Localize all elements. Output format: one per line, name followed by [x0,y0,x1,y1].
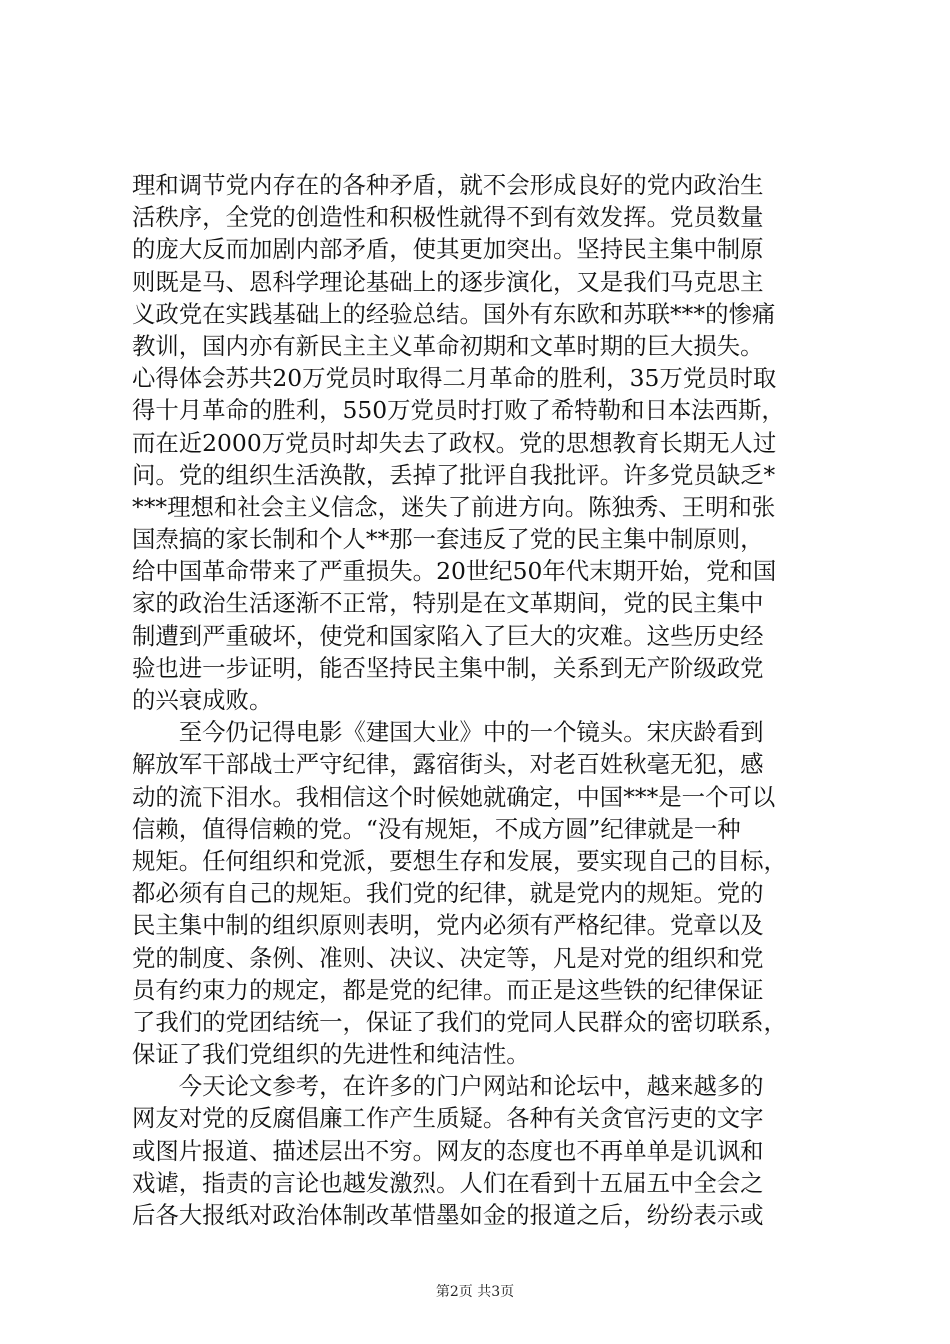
text-line: ***理想和社会主义信念，迷失了前进方向。陈独秀、王明和张 [132,492,776,521]
text-line: 保证了我们党组织的先进性和纯洁性。 [132,1040,530,1069]
text-line: 党的制度、条例、准则、决议、决定等，凡是对党的组织和党 [132,943,764,972]
text-line: 的庞大反而加剧内部矛盾，使其更加突出。坚持民主集中制原 [132,235,764,264]
text-line: 民主集中制的组织原则表明，党内必须有严格纪律。党章以及 [132,911,764,940]
text-line: 动的流下泪水。我相信这个时候她就确定，中国***是一个可以 [132,782,776,811]
text-line: 今天论文参考，在许多的门户网站和论坛中，越来越多的 [132,1072,764,1101]
text-line: 都必须有自己的规矩。我们党的纪律，就是党内的规矩。党的 [132,879,764,908]
text-line: 心得体会苏共20万党员时取得二月革命的胜利，35万党员时取 [132,364,777,393]
text-line: 至今仍记得电影《建国大业》中的一个镜头。宋庆龄看到 [132,718,764,747]
text-line: 义政党在实践基础上的经验总结。国外有东欧和苏联***的惨痛 [132,299,776,328]
text-line: 教训，国内亦有新民主主义革命初期和文革时期的巨大损失。 [132,331,764,360]
text-line: 的兴衰成败。 [132,686,273,714]
text-line: 员有约束力的规定，都是党的纪律。而正是这些铁的纪律保证 [132,975,764,1004]
text-line: 了我们的党团结统一，保证了我们的党同人民群众的密切联系， [132,1007,787,1036]
text-line: 活秩序，全党的创造性和积极性就得不到有效发挥。党员数量 [132,203,764,232]
text-line: 而在近2000万党员时却失去了政权。党的思想教育长期无人过 [132,428,777,457]
page-footer: 第2页 共3页 [435,1284,515,1300]
text-line: 或图片报道、描述层出不穷。网友的态度也不再单单是讥讽和 [132,1136,764,1165]
body-text [132,169,832,1231]
text-line: 则既是马、恩科学理论基础上的逐步演化，又是我们马克思主 [132,267,764,296]
text-line: 网友对党的反腐倡廉工作产生质疑。各种有关贪官污吏的文字 [132,1104,764,1133]
text-line: 得十月革命的胜利，550万党员时打败了希特勒和日本法西斯， [132,396,785,425]
text-line: 给中国革命带来了严重损失。20世纪50年代末期开始，党和国 [132,557,777,586]
text-line: 后各大报纸对政治体制改革惜墨如金的报道之后，纷纷表示或 [132,1201,764,1229]
text-line: 戏谑，指责的言论也越发激烈。人们在看到十五届五中全会之 [132,1168,764,1197]
text-line: 验也进一步证明，能否坚持民主集中制，关系到无产阶级政党 [132,653,764,682]
text-line: 问。党的组织生活涣散，丢掉了批评自我批评。许多党员缺乏* [132,460,776,489]
text-line: 信赖，值得信赖的党。“没有规矩，不成方圆”纪律就是一种 [132,814,741,843]
text-line: 理和调节党内存在的各种矛盾，就不会形成良好的党内政治生 [132,171,764,199]
text-line: 家的政治生活逐渐不正常，特别是在文革期间，党的民主集中 [132,589,764,618]
text-line: 规矩。任何组织和党派，要想生存和发展，要实现自己的目标， [132,846,787,875]
text-line: 国焘搞的家长制和个人**那一套违反了党的民主集中制原则， [132,525,764,554]
text-line: 制遭到严重破坏，使党和国家陷入了巨大的灾难。这些历史经 [132,621,764,650]
text-line: 解放军干部战士严守纪律，露宿街头，对老百姓秋毫无犯，感 [132,750,764,779]
